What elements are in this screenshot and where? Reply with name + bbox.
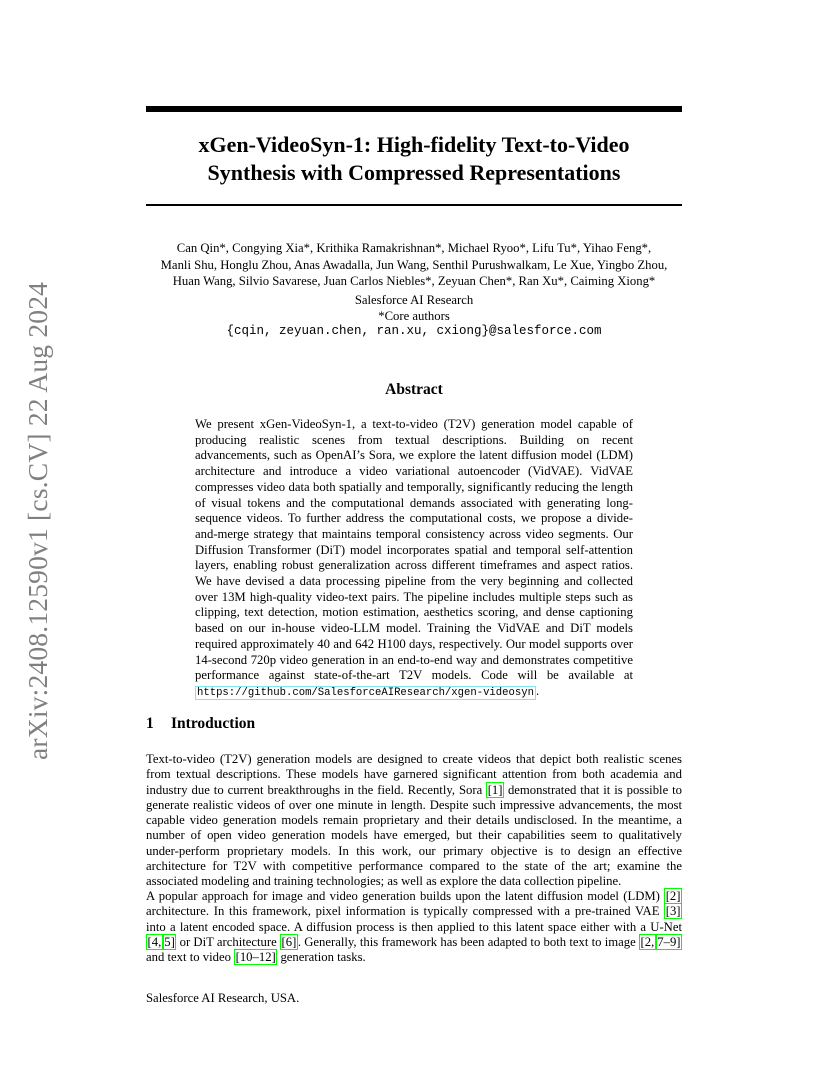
intro-p2-text: or DiT architecture bbox=[179, 934, 277, 949]
abstract-body: We present xGen-VideoSyn-1, a text-to-video (T2V) generation model capable of producing realistic scenes from textual descriptions. Building on recent advancements, such as OpenAI’s Sora, we explore the latent diffusion model (LDM) architecture and introduce a video variational autoencoder (VidVAE). VidVAE compresses video data both spatially and temporally, significantly reducing the length of visual tokens and the computational demands associated with generating long-sequence videos. To further address the computational costs, we propose a divide-and-merge strategy that maintains temporal consistency across video segments. Our Diffusion Transformer (DiT) model incorporates spatial and temporal self-attention layers, enabling robust generalization across different timeframes and aspect ratios. We have devised a data processing pipeline from the very beginning and collected over 13M high-quality video-text pairs. The pipeline includes multiple steps such as clipping, text detection, motion estimation, aesthetics scoring, and dense captioning based on our in-house video-LLM model. Training the VidVAE and DiT models required approximately 40 and 642 H100 days, respectively. Our model supports over 14-second 720p video generation in an end-to-end way and demonstrates competitive performance against state-of-the-art T2V models. Code will be available at https://github.com/SalesforceAIResearch/xgen-videosyn . bbox=[195, 417, 633, 699]
title-top-rule bbox=[146, 106, 682, 112]
citation-link[interactable]: 7–9] bbox=[657, 934, 681, 949]
citation-link[interactable]: [6] bbox=[281, 934, 297, 949]
citation-link[interactable]: [2, bbox=[640, 934, 655, 949]
author-line-2: Manli Shu, Honglu Zhou, Anas Awadalla, Jun Wang, Senthil Purushwalkam, Le Xue, Yingbo Zhou, bbox=[160, 257, 668, 272]
intro-paragraph-1 bbox=[146, 752, 682, 890]
intro-p1-text-b: demonstrated that it is possible to generate realistic videos of over one minute in length. Despite such impressive advancements, the most capable video generation models remain proprietary and their details undisclosed. In the meantime, a number of open video generation models have emerged, but their capabilities seem to qualitatively under-perform proprietary models. In this work, our primary objective is to design an effective architecture for T2V with competitive performance compared to the state of the art; examine the associated modeling and training technologies; as well as explore the data collection pipeline. bbox=[146, 782, 683, 889]
intro-p2-text: and text to video bbox=[146, 950, 231, 965]
code-link[interactable]: https://github.com/SalesforceAIResearch/xgen-videosyn bbox=[197, 686, 534, 699]
core-authors-note: *Core authors bbox=[378, 308, 450, 323]
paper-title bbox=[146, 131, 682, 187]
citation-link[interactable]: [10–12] bbox=[235, 950, 276, 965]
abstract-text: We present xGen-VideoSyn-1, a text-to-video (T2V) generation model capable of producing realistic scenes from textual descriptions. Building on recent advancements, such as OpenAI’s Sora, we explore the latent diffusion model (LDM) architecture and introduce a video variational autoencoder (VidVAE). VidVAE compresses video data both spatially and temporally, significantly reducing the length of visual tokens and the computational demands associated with generating long-sequence videos. To further address the computational costs, we propose a divide-and-merge strategy that maintains temporal consistency across video segments. Our Diffusion Transformer (DiT) model incorporates spatial and temporal self-attention layers, enabling robust generalization across different timeframes and aspect ratios. We have devised a data processing pipeline from the very beginning and collected over 13M high-quality video-text pairs. The pipeline includes multiple steps such as clipping, text detection, motion estimation, aesthetics scoring, and dense captioning based on our in-house video-LLM model. Training the VidVAE and DiT models required approximately 40 and 642 H100 days, respectively. Our model supports over 14-second 720p video generation in an end-to-end way and demonstrates competitive performance against state-of-the-art T2V models. Code will be available at bbox=[195, 417, 633, 683]
title-bottom-rule bbox=[146, 204, 682, 206]
author-emails: {cqin, zeyuan.chen, ran.xu, cxiong}@salesforce.com bbox=[226, 324, 602, 338]
section-number: 1 bbox=[146, 715, 154, 732]
abstract-heading: Abstract bbox=[385, 381, 443, 398]
affiliation-block bbox=[146, 293, 682, 340]
citation-link[interactable]: 5] bbox=[164, 934, 175, 949]
author-line-3: Huan Wang, Silvio Savarese, Juan Carlos Niebles*, Zeyuan Chen*, Ran Xu*, Caiming Xiong* bbox=[172, 274, 656, 288]
intro-p2-text: architecture. In this framework, pixel information is typically compressed with a pre-trained VAE bbox=[146, 904, 660, 919]
arxiv-identifier: arXiv:2408.12590v1 [cs.CV] 22 Aug 2024 bbox=[22, 281, 53, 760]
intro-p2-text: . Generally, this framework has been adapted to both text to image bbox=[297, 934, 636, 949]
citation-link[interactable]: [4, bbox=[147, 934, 162, 949]
footnote: Salesforce AI Research, USA. bbox=[146, 991, 300, 1005]
intro-p2-text: A popular approach for image and video generation builds upon the latent diffusion model (LDM) bbox=[146, 889, 660, 903]
author-line-1: Can Qin*, Congying Xia*, Krithika Ramakrishnan*, Michael Ryoo*, Lifu Tu*, Yihao Feng*, bbox=[176, 241, 652, 255]
citation-link[interactable]: [2] bbox=[665, 889, 681, 903]
title-line-1: xGen-VideoSyn-1: High-fidelity Text-to-Video bbox=[198, 132, 630, 157]
title-line-2: Synthesis with Compressed Representations bbox=[207, 160, 621, 185]
section-title: Introduction bbox=[171, 715, 256, 732]
section-heading bbox=[146, 715, 255, 733]
intro-p2-text: into a latent encoded space. A diffusion process is then applied to this latent space either with a U-Net bbox=[146, 919, 682, 934]
affiliation: Salesforce AI Research bbox=[354, 293, 474, 307]
intro-p2-text: generation tasks. bbox=[280, 950, 366, 965]
citation-link[interactable]: [1] bbox=[487, 782, 503, 797]
intro-p1-text-a: Text-to-video (T2V) generation models are designed to create videos that depict both realistic scenes from textual descriptions. These models have garnered significant attention from both academia and industry due to current breakthroughs in the field. Recently, Sora bbox=[146, 752, 682, 797]
citation-link[interactable]: [3] bbox=[665, 904, 681, 919]
author-list bbox=[146, 240, 682, 290]
intro-paragraph-2 bbox=[146, 889, 682, 965]
